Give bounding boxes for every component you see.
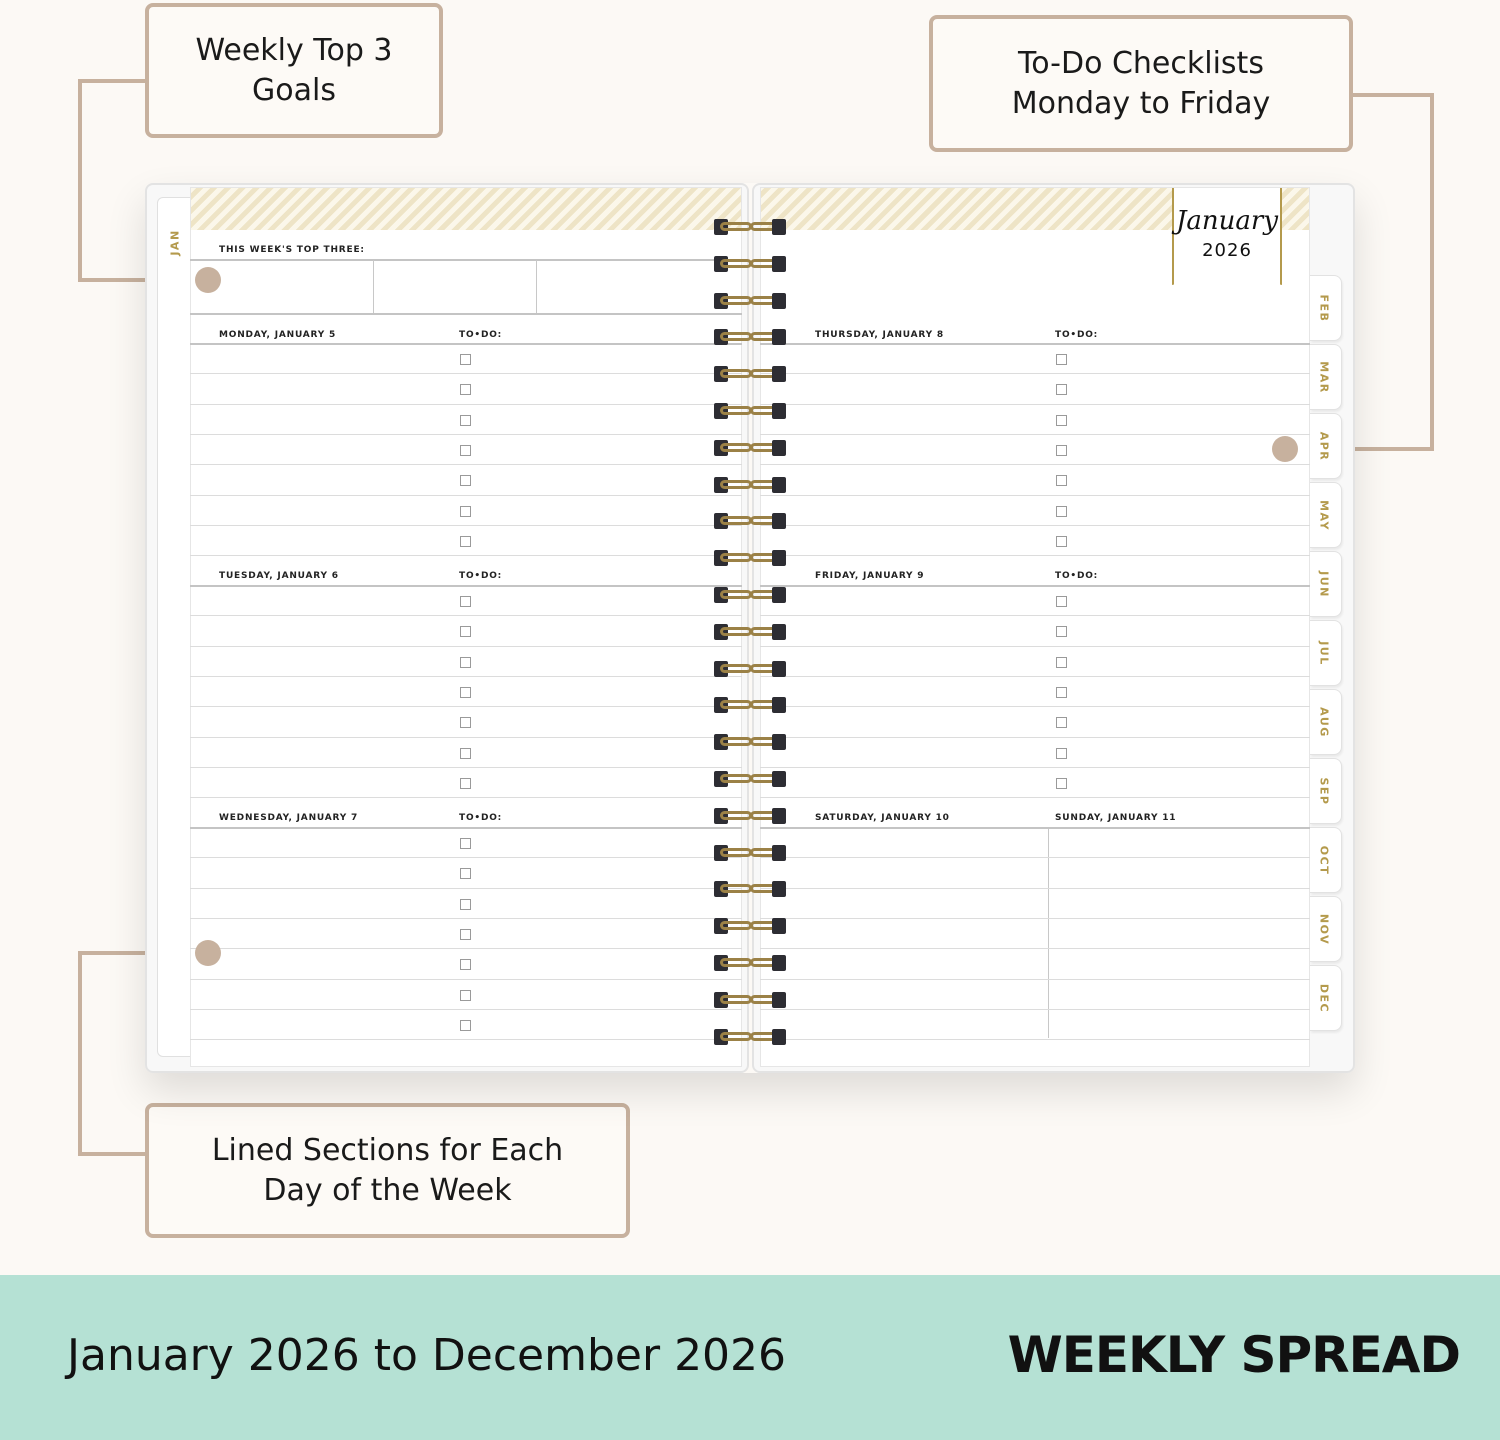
spiral-ring bbox=[714, 734, 786, 750]
todo-checkbox-monday[interactable] bbox=[460, 445, 471, 456]
tab-may[interactable] bbox=[1310, 482, 1342, 548]
ruled-line bbox=[760, 373, 1310, 374]
spiral-cap bbox=[772, 1029, 786, 1045]
ruled-line bbox=[760, 918, 1310, 919]
spiral-ring bbox=[714, 771, 786, 787]
day-header-saturday: SATURDAY, JANUARY 10 bbox=[815, 813, 950, 823]
todo-checkbox-wednesday[interactable] bbox=[460, 1020, 471, 1031]
spiral-cap bbox=[772, 440, 786, 456]
spiral-cap bbox=[772, 366, 786, 382]
todo-checkbox-monday[interactable] bbox=[460, 506, 471, 517]
spiral-ring bbox=[714, 661, 786, 677]
ruled-line bbox=[760, 495, 1310, 496]
tab-mar[interactable] bbox=[1310, 344, 1342, 410]
ruled-line bbox=[190, 948, 742, 949]
section-top-line bbox=[760, 827, 1310, 829]
ruled-line bbox=[190, 434, 742, 435]
todo-checkbox-thursday[interactable] bbox=[1056, 475, 1067, 486]
spiral-ring bbox=[714, 845, 786, 861]
leader-top-goals-h1 bbox=[78, 79, 146, 83]
spiral-ring bbox=[714, 329, 786, 345]
ruled-line bbox=[190, 525, 742, 526]
spiral-cap bbox=[772, 697, 786, 713]
spiral-cap bbox=[772, 293, 786, 309]
todo-checkbox-monday[interactable] bbox=[460, 536, 471, 547]
todo-checkbox-tuesday[interactable] bbox=[460, 687, 471, 698]
planner-page-right bbox=[760, 187, 1310, 1067]
day-header-thursday: THURSDAY, JANUARY 8 bbox=[815, 330, 944, 340]
ruled-line bbox=[190, 979, 742, 980]
todo-checkbox-monday[interactable] bbox=[460, 354, 471, 365]
ruled-line bbox=[190, 495, 742, 496]
todo-checkbox-friday[interactable] bbox=[1056, 717, 1067, 728]
spiral-coil bbox=[720, 590, 752, 599]
spiral-cap bbox=[772, 256, 786, 272]
spiral-cap bbox=[772, 845, 786, 861]
spiral-ring bbox=[714, 513, 786, 529]
tab-label: JUN bbox=[1317, 571, 1331, 598]
spiral-cap bbox=[772, 403, 786, 419]
callout-todo-line1: To-Do Checklists bbox=[1018, 45, 1264, 81]
ruled-line bbox=[190, 1009, 742, 1010]
section-top-line bbox=[190, 343, 742, 345]
todo-label-monday: TO•DO: bbox=[459, 330, 503, 340]
spiral-ring bbox=[714, 550, 786, 566]
todo-checkbox-friday[interactable] bbox=[1056, 778, 1067, 789]
ruled-line bbox=[190, 706, 742, 707]
todo-checkbox-friday[interactable] bbox=[1056, 626, 1067, 637]
todo-checkbox-thursday[interactable] bbox=[1056, 536, 1067, 547]
callout-top-goals-line2: Goals bbox=[252, 72, 336, 108]
todo-checkbox-wednesday[interactable] bbox=[460, 959, 471, 970]
tab-sep[interactable] bbox=[1310, 758, 1342, 824]
todo-checkbox-monday[interactable] bbox=[460, 475, 471, 486]
spiral-coil bbox=[720, 627, 752, 636]
top-three-label: THIS WEEK'S TOP THREE: bbox=[219, 245, 365, 255]
spiral-coil bbox=[720, 737, 752, 746]
spiral-coil bbox=[720, 369, 752, 378]
todo-label-thursday: TO•DO: bbox=[1055, 330, 1099, 340]
spiral-ring bbox=[714, 955, 786, 971]
tab-label: NOV bbox=[1317, 913, 1331, 946]
todo-checkbox-wednesday[interactable] bbox=[460, 899, 471, 910]
ruled-line bbox=[760, 555, 1310, 556]
ruled-line bbox=[760, 464, 1310, 465]
tab-label: SEP bbox=[1317, 777, 1331, 806]
spiral-ring bbox=[714, 587, 786, 603]
callout-dot-lined bbox=[195, 940, 221, 966]
leader-lined-v bbox=[78, 951, 82, 1156]
ruled-line bbox=[190, 888, 742, 889]
ruled-line bbox=[760, 797, 1310, 798]
ruled-line bbox=[190, 918, 742, 919]
ruled-line bbox=[190, 555, 742, 556]
spiral-cap bbox=[772, 771, 786, 787]
badge-month: January bbox=[1175, 206, 1279, 236]
todo-checkbox-wednesday[interactable] bbox=[460, 868, 471, 879]
ruled-line bbox=[760, 979, 1310, 980]
spiral-cap bbox=[772, 808, 786, 824]
ruled-line bbox=[760, 676, 1310, 677]
day-header-tuesday: TUESDAY, JANUARY 6 bbox=[219, 571, 339, 581]
ruled-line bbox=[190, 737, 742, 738]
tab-label: MAY bbox=[1317, 500, 1331, 531]
todo-checkbox-tuesday[interactable] bbox=[460, 626, 471, 637]
ruled-line bbox=[760, 434, 1310, 435]
spiral-cap bbox=[772, 881, 786, 897]
day-header-friday: FRIDAY, JANUARY 9 bbox=[815, 571, 925, 581]
spiral-coil bbox=[720, 811, 752, 820]
tab-nov[interactable] bbox=[1310, 896, 1342, 962]
callout-lined-line1: Lined Sections for Each bbox=[211, 1132, 564, 1168]
ruled-line bbox=[190, 615, 742, 616]
spiral-coil bbox=[720, 700, 752, 709]
section-top-line bbox=[760, 343, 1310, 345]
todo-label-friday: TO•DO: bbox=[1055, 571, 1099, 581]
callout-top-goals-line1: Weekly Top 3 bbox=[195, 32, 393, 68]
tab-dec[interactable] bbox=[1310, 965, 1342, 1031]
leader-lined-h2 bbox=[78, 1152, 146, 1156]
spiral-coil bbox=[720, 406, 752, 415]
ruled-line bbox=[760, 948, 1310, 949]
ruled-line bbox=[760, 857, 1310, 858]
day-header-monday: MONDAY, JANUARY 5 bbox=[219, 330, 337, 340]
spiral-coil bbox=[720, 995, 752, 1004]
todo-checkbox-thursday[interactable] bbox=[1056, 445, 1067, 456]
callout-dot-top-goals bbox=[195, 267, 221, 293]
tab-apr[interactable] bbox=[1310, 413, 1342, 479]
ruled-line bbox=[760, 706, 1310, 707]
ruled-line bbox=[760, 615, 1310, 616]
todo-checkbox-tuesday[interactable] bbox=[460, 657, 471, 668]
spiral-cap bbox=[772, 329, 786, 345]
tab-label: FEB bbox=[1317, 294, 1331, 323]
spiral-coil bbox=[720, 884, 752, 893]
weekend-divider bbox=[1048, 828, 1049, 1038]
banner-title: WEEKLY SPREAD bbox=[1007, 1326, 1460, 1384]
todo-checkbox-thursday[interactable] bbox=[1056, 415, 1067, 426]
spiral-cap bbox=[772, 918, 786, 934]
section-top-line bbox=[190, 827, 742, 829]
todo-label-wednesday: TO•DO: bbox=[459, 813, 503, 823]
top-three-line-top bbox=[190, 259, 742, 261]
section-top-line bbox=[190, 585, 742, 587]
tab-label: APR bbox=[1317, 431, 1331, 462]
leader-top-goals-v bbox=[78, 79, 82, 282]
todo-checkbox-wednesday[interactable] bbox=[460, 929, 471, 940]
todo-checkbox-monday[interactable] bbox=[460, 384, 471, 395]
todo-checkbox-friday[interactable] bbox=[1056, 748, 1067, 759]
spiral-ring bbox=[714, 366, 786, 382]
ruled-line bbox=[190, 797, 742, 798]
todo-label-tuesday: TO•DO: bbox=[459, 571, 503, 581]
spiral-cap bbox=[772, 624, 786, 640]
todo-checkbox-friday[interactable] bbox=[1056, 657, 1067, 668]
spiral-coil bbox=[720, 664, 752, 673]
tab-aug[interactable] bbox=[1310, 689, 1342, 755]
todo-checkbox-thursday[interactable] bbox=[1056, 384, 1067, 395]
ruled-line bbox=[190, 404, 742, 405]
tab-feb[interactable] bbox=[1310, 275, 1342, 341]
leader-todo-v bbox=[1430, 93, 1434, 451]
spiral-coil bbox=[720, 259, 752, 268]
ruled-line bbox=[190, 464, 742, 465]
day-header-wednesday: WEDNESDAY, JANUARY 7 bbox=[219, 813, 359, 823]
spiral-ring bbox=[714, 219, 786, 235]
spiral-cap bbox=[772, 955, 786, 971]
ruled-line bbox=[760, 646, 1310, 647]
spiral-coil bbox=[720, 848, 752, 857]
tab-label: AUG bbox=[1317, 707, 1331, 738]
callout-todo bbox=[929, 15, 1353, 152]
ruled-line bbox=[760, 1039, 1310, 1040]
ruled-line bbox=[760, 888, 1310, 889]
spiral-ring bbox=[714, 624, 786, 640]
section-top-line bbox=[760, 585, 1310, 587]
ruled-line bbox=[760, 767, 1310, 768]
spiral-ring bbox=[714, 881, 786, 897]
ruled-line bbox=[760, 404, 1310, 405]
todo-checkbox-tuesday[interactable] bbox=[460, 596, 471, 607]
top-three-line-bottom bbox=[190, 313, 742, 315]
tab-jul[interactable] bbox=[1310, 620, 1342, 686]
ruled-line bbox=[190, 857, 742, 858]
tab-jan[interactable] bbox=[157, 197, 191, 1057]
spiral-coil bbox=[720, 774, 752, 783]
callout-top-goals bbox=[145, 3, 443, 138]
tab-label: MAR bbox=[1317, 361, 1331, 394]
callout-dot-todo bbox=[1272, 436, 1298, 462]
callout-todo-line2: Monday to Friday bbox=[1011, 85, 1271, 121]
spiral-coil bbox=[720, 958, 752, 967]
todo-checkbox-wednesday[interactable] bbox=[460, 838, 471, 849]
spiral-ring bbox=[714, 808, 786, 824]
ruled-line bbox=[760, 525, 1310, 526]
tab-jan-label: JAN bbox=[168, 229, 182, 256]
spiral-ring bbox=[714, 440, 786, 456]
tab-oct[interactable] bbox=[1310, 827, 1342, 893]
todo-checkbox-monday[interactable] bbox=[460, 415, 471, 426]
spiral-ring bbox=[714, 403, 786, 419]
top-three-divider-2 bbox=[536, 260, 537, 314]
todo-checkbox-tuesday[interactable] bbox=[460, 748, 471, 759]
todo-checkbox-thursday[interactable] bbox=[1056, 354, 1067, 365]
todo-checkbox-wednesday[interactable] bbox=[460, 990, 471, 1001]
callout-lined-line2: Day of the Week bbox=[263, 1172, 512, 1208]
spiral-ring bbox=[714, 992, 786, 1008]
spiral-coil bbox=[720, 553, 752, 562]
ruled-line bbox=[190, 676, 742, 677]
spiral-coil bbox=[720, 443, 752, 452]
ruled-line bbox=[760, 1009, 1310, 1010]
spiral-cap bbox=[772, 992, 786, 1008]
spiral-coil bbox=[720, 222, 752, 231]
spiral-coil bbox=[720, 921, 752, 930]
spiral-coil bbox=[720, 480, 752, 489]
spiral-cap bbox=[772, 219, 786, 235]
day-header-sunday: SUNDAY, JANUARY 11 bbox=[1055, 813, 1177, 823]
todo-checkbox-tuesday[interactable] bbox=[460, 778, 471, 789]
spiral-ring bbox=[714, 477, 786, 493]
spiral-ring bbox=[714, 293, 786, 309]
tab-label: OCT bbox=[1317, 845, 1331, 876]
todo-checkbox-thursday[interactable] bbox=[1056, 506, 1067, 517]
spiral-cap bbox=[772, 513, 786, 529]
spiral-ring bbox=[714, 1029, 786, 1045]
ruled-line bbox=[190, 767, 742, 768]
banner-date-range: January 2026 to December 2026 bbox=[67, 1330, 787, 1381]
spiral-coil bbox=[720, 332, 752, 341]
stripe-header-left bbox=[191, 188, 741, 230]
tab-jun[interactable] bbox=[1310, 551, 1342, 617]
spiral-cap bbox=[772, 587, 786, 603]
todo-checkbox-tuesday[interactable] bbox=[460, 717, 471, 728]
ruled-line bbox=[190, 646, 742, 647]
spiral-coil bbox=[720, 1032, 752, 1041]
spiral-coil bbox=[720, 296, 752, 305]
spiral-ring bbox=[714, 256, 786, 272]
spiral-ring bbox=[714, 918, 786, 934]
callout-lined bbox=[145, 1103, 630, 1238]
spiral-cap bbox=[772, 477, 786, 493]
spiral-coil bbox=[720, 516, 752, 525]
spiral-cap bbox=[772, 734, 786, 750]
top-three-divider-1 bbox=[373, 260, 374, 314]
ruled-line bbox=[760, 737, 1310, 738]
tab-label: DEC bbox=[1317, 983, 1331, 1014]
spiral-cap bbox=[772, 550, 786, 566]
leader-todo-h1 bbox=[1352, 93, 1434, 97]
ruled-line bbox=[190, 1039, 742, 1040]
todo-checkbox-friday[interactable] bbox=[1056, 687, 1067, 698]
tab-label: JUL bbox=[1317, 641, 1331, 666]
spiral-ring bbox=[714, 697, 786, 713]
badge-year: 2026 bbox=[1202, 240, 1252, 261]
todo-checkbox-friday[interactable] bbox=[1056, 596, 1067, 607]
spiral-cap bbox=[772, 661, 786, 677]
ruled-line bbox=[190, 373, 742, 374]
